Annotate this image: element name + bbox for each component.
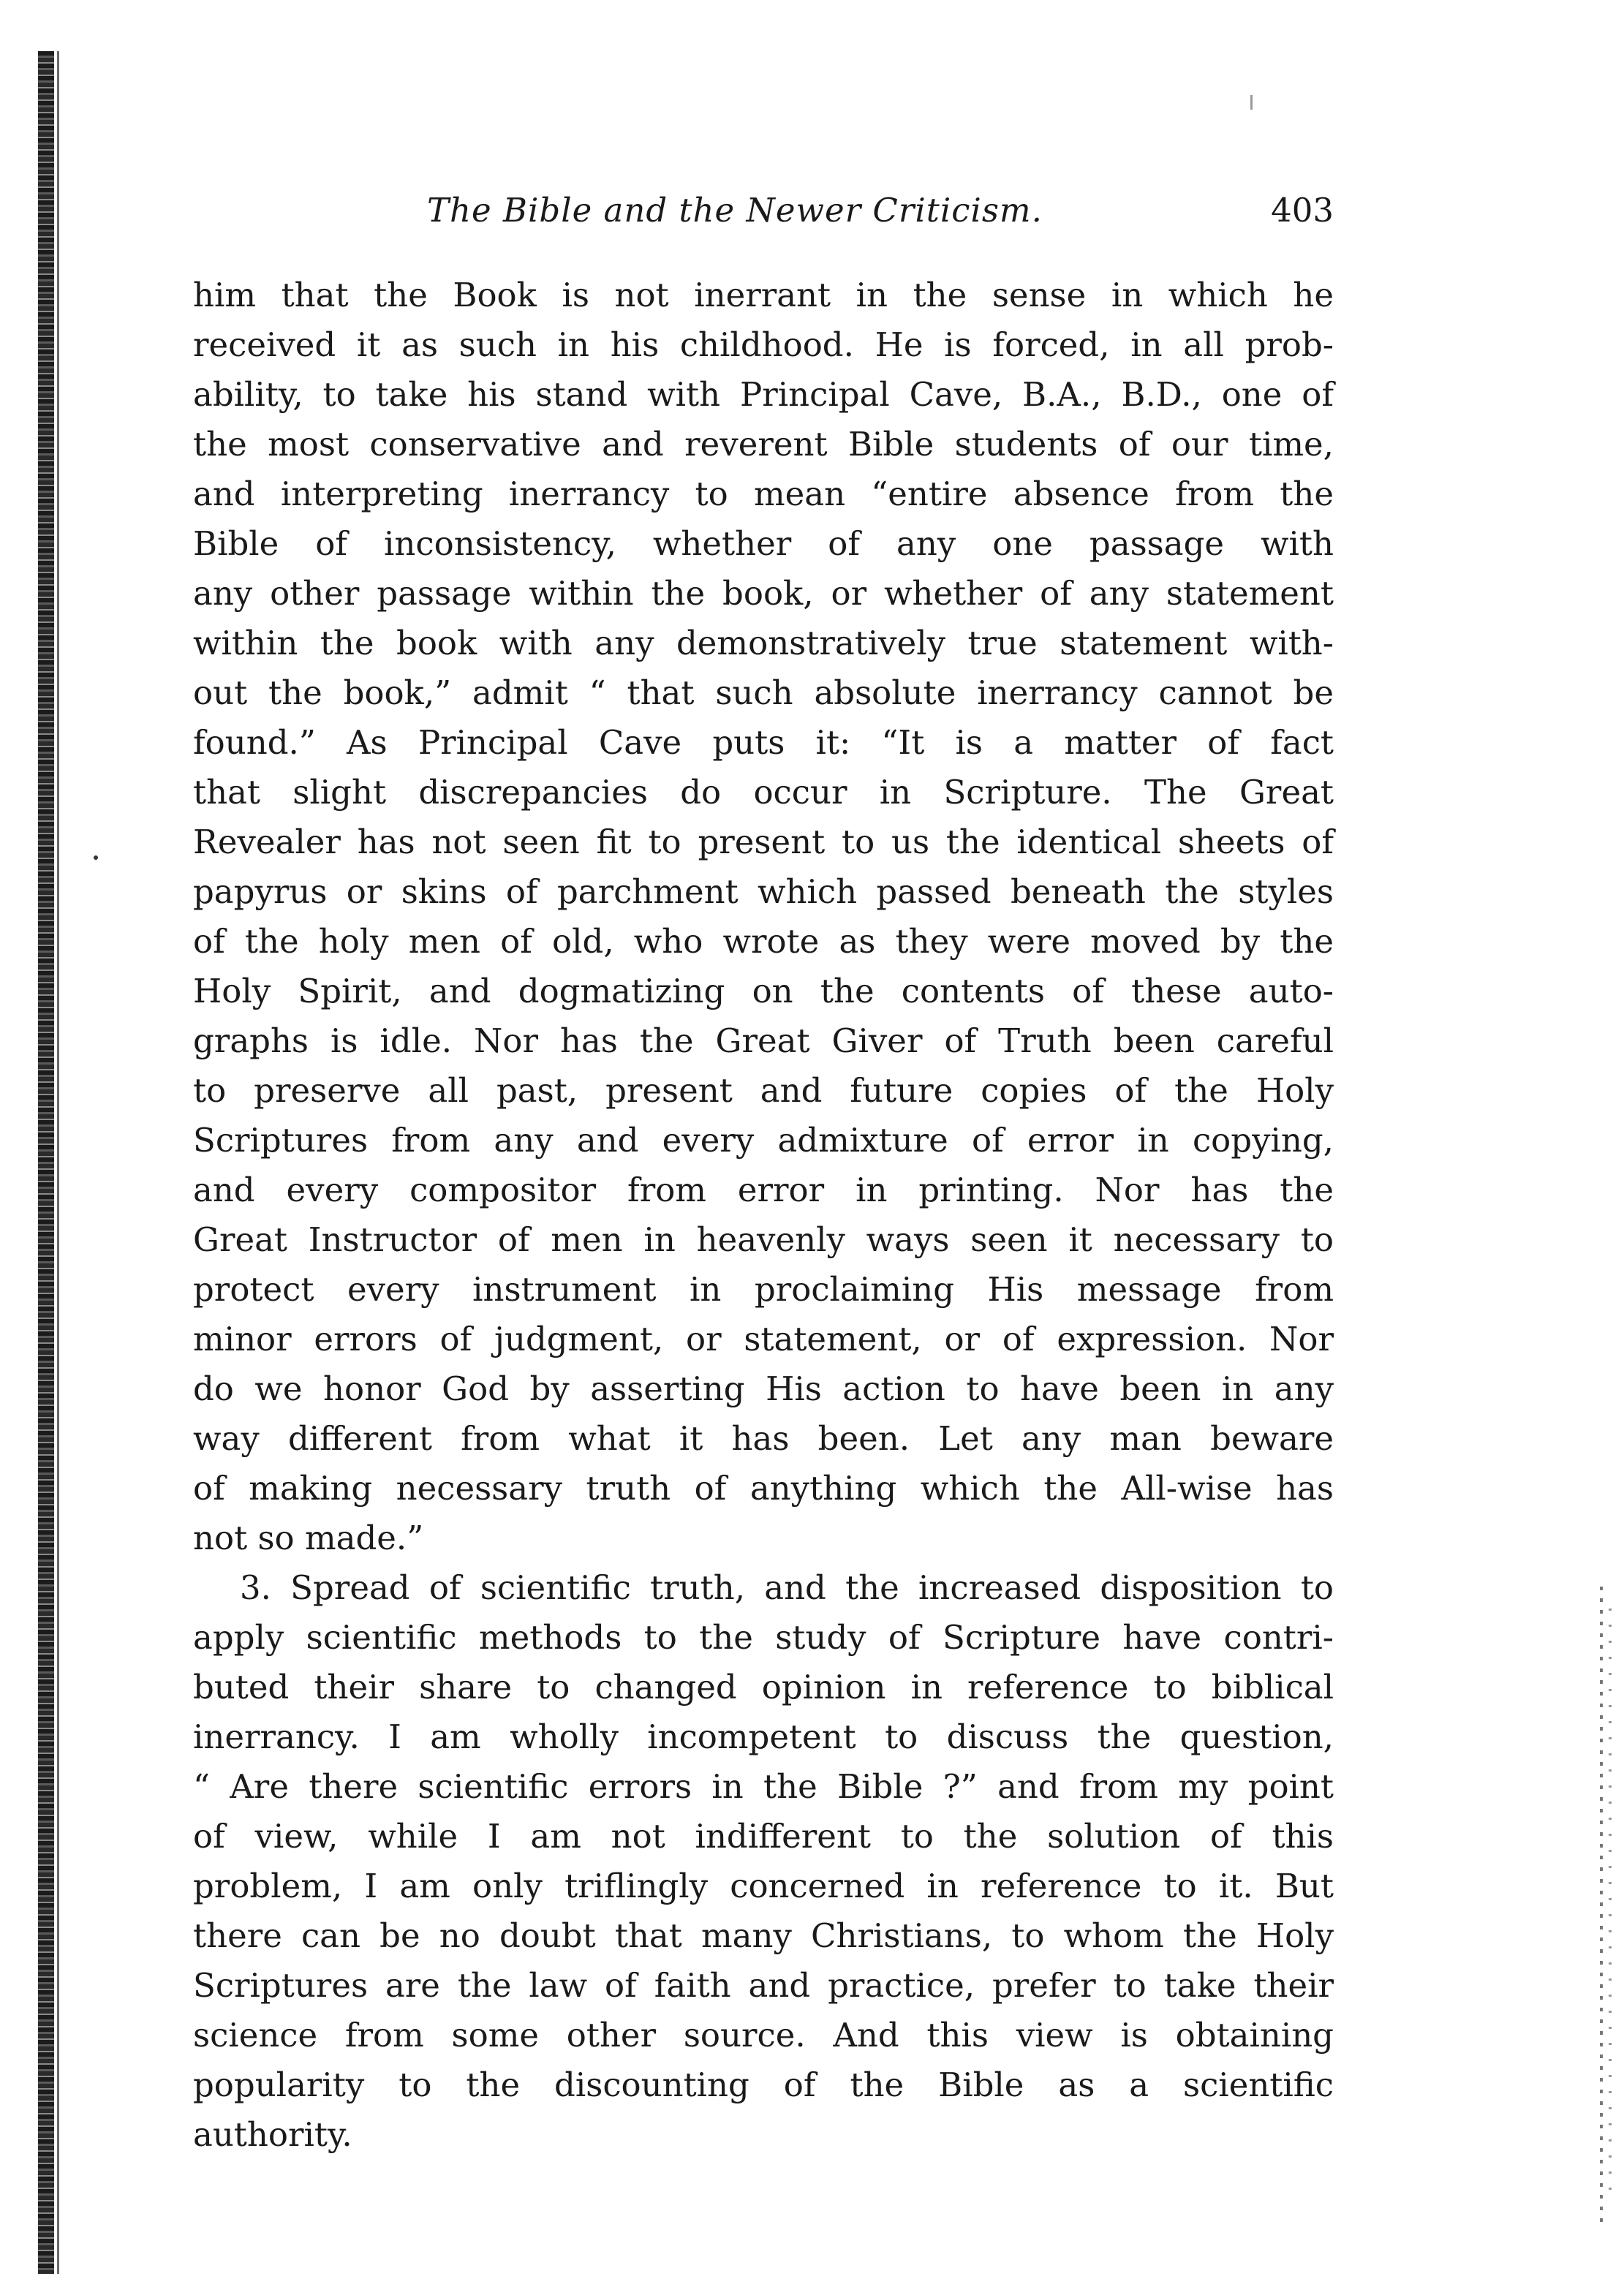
text-line: Revealer has not seen fit to present to us the identical sheets of xyxy=(193,823,1334,861)
page-number: 403 xyxy=(1271,191,1334,230)
text-line: the most conservative and reverent Bible students of our time, xyxy=(193,425,1334,464)
text-line: papyrus or skins of parchment which passed beneath the styles xyxy=(193,872,1334,911)
text-line: graphs is idle. Nor has the Great Giver of Truth been careful xyxy=(193,1021,1334,1060)
text-line: to preserve all past, present and future copies of the Holy xyxy=(193,1071,1334,1110)
text-line: Bible of inconsistency, whether of any one passage with xyxy=(193,524,1334,563)
text-line: Scriptures from any and every admixture of error in copying, xyxy=(193,1121,1334,1160)
text-line: Scriptures are the law of faith and practice, prefer to take their xyxy=(193,1966,1334,2005)
text-line: ability, to take his stand with Principal Cave, B.A., B.D., one of xyxy=(193,375,1334,414)
text-line: Great Instructor of men in heavenly ways seen it necessary to xyxy=(193,1220,1334,1259)
text-line: protect every instrument in proclaiming His message from xyxy=(193,1270,1334,1309)
scan-speck xyxy=(94,855,98,860)
text-line: found.” As Principal Cave puts it: “It is a matter of fact xyxy=(193,723,1334,762)
body-text xyxy=(193,271,1334,2160)
text-line: of view, while I am not indifferent to the solution of this xyxy=(193,1817,1334,1856)
text-line: “ Are there scientific errors in the Bible ?” and from my point xyxy=(193,1767,1334,1806)
paragraph-2 xyxy=(193,1563,1334,2160)
text-line: him that the Book is not inerrant in the sense in which he xyxy=(193,276,1334,314)
scan-right-speckle-2 xyxy=(1609,1609,1612,2193)
running-head xyxy=(193,189,1334,233)
scan-binding-shadow xyxy=(57,51,59,2274)
text-line: way different from what it has been. Let any man beware xyxy=(193,1419,1334,1458)
text-line: any other passage within the book, or whether of any statement xyxy=(193,574,1334,613)
paragraph-1 xyxy=(193,271,1334,1563)
scan-binding-edge xyxy=(38,51,54,2274)
text-line: do we honor God by asserting His action to have been in any xyxy=(193,1369,1334,1408)
text-line: minor errors of judgment, or statement, or of expression. Nor xyxy=(193,1320,1334,1358)
text-line: problem, I am only triflingly concerned in reference to it. But xyxy=(193,1867,1334,1905)
text-line: received it as such in his childhood. He is forced, in all prob- xyxy=(193,325,1334,364)
text-line: buted their share to changed opinion in reference to biblical xyxy=(193,1668,1334,1706)
running-title: The Bible and the Newer Criticism. xyxy=(427,191,1043,230)
text-line: out the book,” admit “ that such absolute inerrancy cannot be xyxy=(193,673,1334,712)
text-line: there can be no doubt that many Christians, to whom the Holy xyxy=(193,1916,1334,1955)
scan-right-speckle xyxy=(1600,1587,1603,2223)
text-line: inerrancy. I am wholly incompetent to discuss the question, xyxy=(193,1717,1334,1756)
scan-mark xyxy=(1250,95,1253,110)
text-line: science from some other source. And this view is obtaining xyxy=(193,2016,1334,2054)
text-line: Holy Spirit, and dogmatizing on the contents of these auto- xyxy=(193,972,1334,1010)
text-line: that slight discrepancies do occur in Scripture. The Great xyxy=(193,773,1334,812)
text-line: apply scientific methods to the study of Scripture have contri- xyxy=(193,1618,1334,1657)
text-line: and every compositor from error in printing. Nor has the xyxy=(193,1171,1334,1209)
text-line: and interpreting inerrancy to mean “entire absence from the xyxy=(193,475,1334,513)
text-line: of making necessary truth of anything which the All-wise has xyxy=(193,1469,1334,1508)
text-line: authority. xyxy=(193,2115,352,2154)
text-line: 3. Spread of scientific truth, and the increased disposition to xyxy=(240,1568,1334,1607)
text-line: within the book with any demonstratively true statement with- xyxy=(193,624,1334,662)
text-line: not so made.” xyxy=(193,1519,424,1557)
text-line: of the holy men of old, who wrote as they were moved by the xyxy=(193,922,1334,961)
text-line: popularity to the discounting of the Bible as a scientific xyxy=(193,2065,1334,2104)
